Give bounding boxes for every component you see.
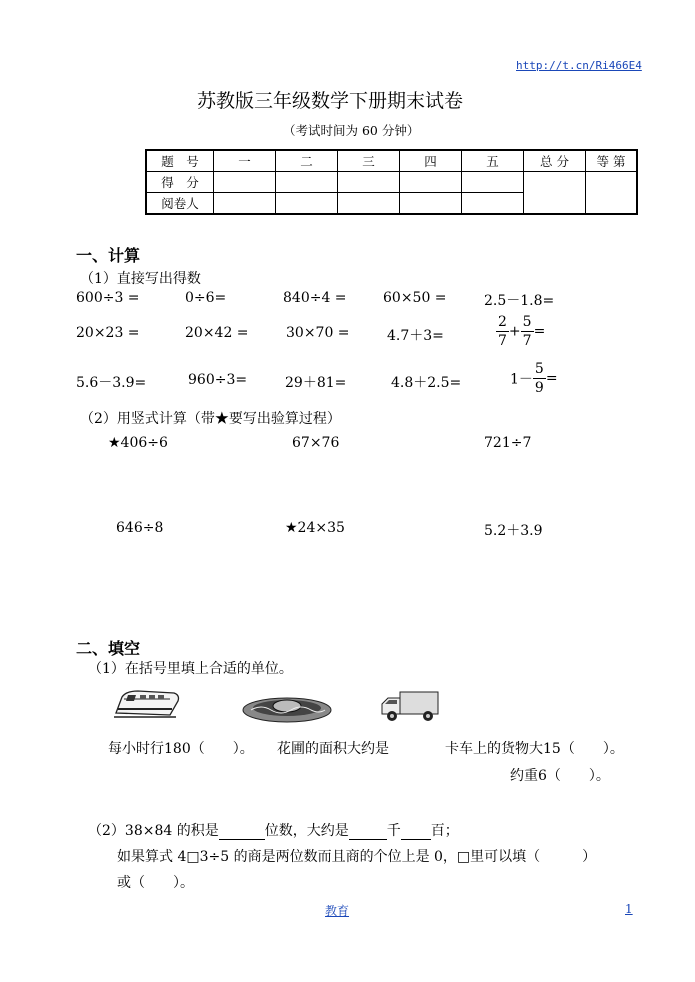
table-header-cell: 等 第: [586, 150, 638, 172]
calc-item: 0÷6=: [185, 290, 227, 306]
score-cell[interactable]: [276, 172, 338, 193]
calc-item: 840÷4 =: [283, 290, 347, 306]
vertical-calc-item: 67×76: [292, 435, 340, 451]
calc-item: 4.8＋2.5=: [391, 375, 462, 391]
header-link[interactable]: http://t.cn/Ri466E4: [516, 59, 642, 72]
table-header-cell: 题 号: [146, 150, 214, 172]
score-cell[interactable]: [462, 172, 524, 193]
fraction: $\frac{5}{7}$: [522, 314, 532, 349]
score-cell[interactable]: [214, 172, 276, 193]
part-label: （1）直接写出得数: [80, 271, 201, 287]
grader-cell[interactable]: [462, 193, 524, 215]
score-table: [145, 149, 638, 215]
calc-item: 960÷3=: [188, 372, 248, 388]
calc-item: 60×50 =: [383, 290, 447, 306]
calc-item: 30×70 =: [286, 325, 350, 341]
fill-item: 卡车上的货物大15（ ）。: [445, 741, 624, 757]
fill-question: 或（ ）。: [117, 875, 194, 891]
answer-blank[interactable]: [349, 823, 387, 840]
calc-item: 5.6－3.9=: [76, 375, 147, 391]
score-cell[interactable]: [400, 172, 462, 193]
grader-cell[interactable]: [338, 193, 400, 215]
table-row-label: 阅卷人: [146, 193, 214, 215]
table-header-cell: 二: [276, 150, 338, 172]
answer-blank[interactable]: [401, 823, 431, 840]
exam-duration: （考试时间为 60 分钟）: [283, 123, 420, 138]
footer-link[interactable]: 教育: [325, 904, 350, 918]
fraction-expression: $\frac{2}{7}$ + $\frac{5}{7}$ =: [498, 314, 546, 349]
total-score-cell[interactable]: [524, 172, 586, 215]
table-header-cell: 四: [400, 150, 462, 172]
calc-item: 2.5－1.8=: [484, 293, 555, 309]
page-number[interactable]: 1: [625, 902, 633, 916]
calc-item: 20×42 =: [185, 325, 249, 341]
fill-item: 花圃的面积大约是: [277, 741, 389, 757]
grader-cell[interactable]: [276, 193, 338, 215]
fraction: $\frac{5}{9}$: [534, 361, 544, 396]
flower-bed-image: [241, 690, 333, 728]
grade-cell[interactable]: [586, 172, 638, 215]
table-header-cell: 总 分: [524, 150, 586, 172]
fill-question: 如果算式 4□3÷5 的商是两位数而且商的个位上是 0，□里可以填（ ）: [117, 849, 597, 865]
vertical-calc-item: 646÷8: [116, 520, 164, 536]
grader-cell[interactable]: [400, 193, 462, 215]
fill-question: （2）38×84 的积是 位数，大约是 千 百；: [88, 823, 459, 839]
answer-blank[interactable]: [219, 823, 265, 840]
section-heading: 一、计算: [76, 246, 141, 265]
vertical-calc-item: ★406÷6: [108, 435, 168, 451]
section-heading: 二、填空: [76, 639, 141, 658]
table-row-label: 得 分: [146, 172, 214, 193]
calc-item: 600÷3 =: [76, 290, 140, 306]
page-title: 苏教版三年级数学下册期末试卷: [197, 90, 464, 112]
truck-image: [380, 688, 440, 728]
calc-item: 29＋81=: [285, 375, 347, 391]
table-header-cell: 一: [214, 150, 276, 172]
fill-item: 每小时行180（ ）。: [108, 741, 254, 757]
calc-item: 20×23 =: [76, 325, 140, 341]
table-header-cell: 五: [462, 150, 524, 172]
train-image: [112, 687, 182, 727]
calc-item: 4.7＋3=: [387, 328, 444, 344]
table-header-cell: 三: [338, 150, 400, 172]
question-label: （1）在括号里填上合适的单位。: [88, 661, 293, 677]
grader-cell[interactable]: [214, 193, 276, 215]
score-cell[interactable]: [338, 172, 400, 193]
part-label: （2）用竖式计算（带★要写出验算过程）: [80, 411, 341, 427]
fraction-expression: 1－ $\frac{5}{9}$ =: [510, 361, 558, 396]
fill-item: 约重6（ ）。: [510, 768, 610, 784]
vertical-calc-item: 721÷7: [484, 435, 532, 451]
vertical-calc-item: 5.2＋3.9: [484, 523, 543, 539]
fraction: $\frac{2}{7}$: [498, 314, 507, 349]
vertical-calc-item: ★24×35: [285, 520, 345, 536]
